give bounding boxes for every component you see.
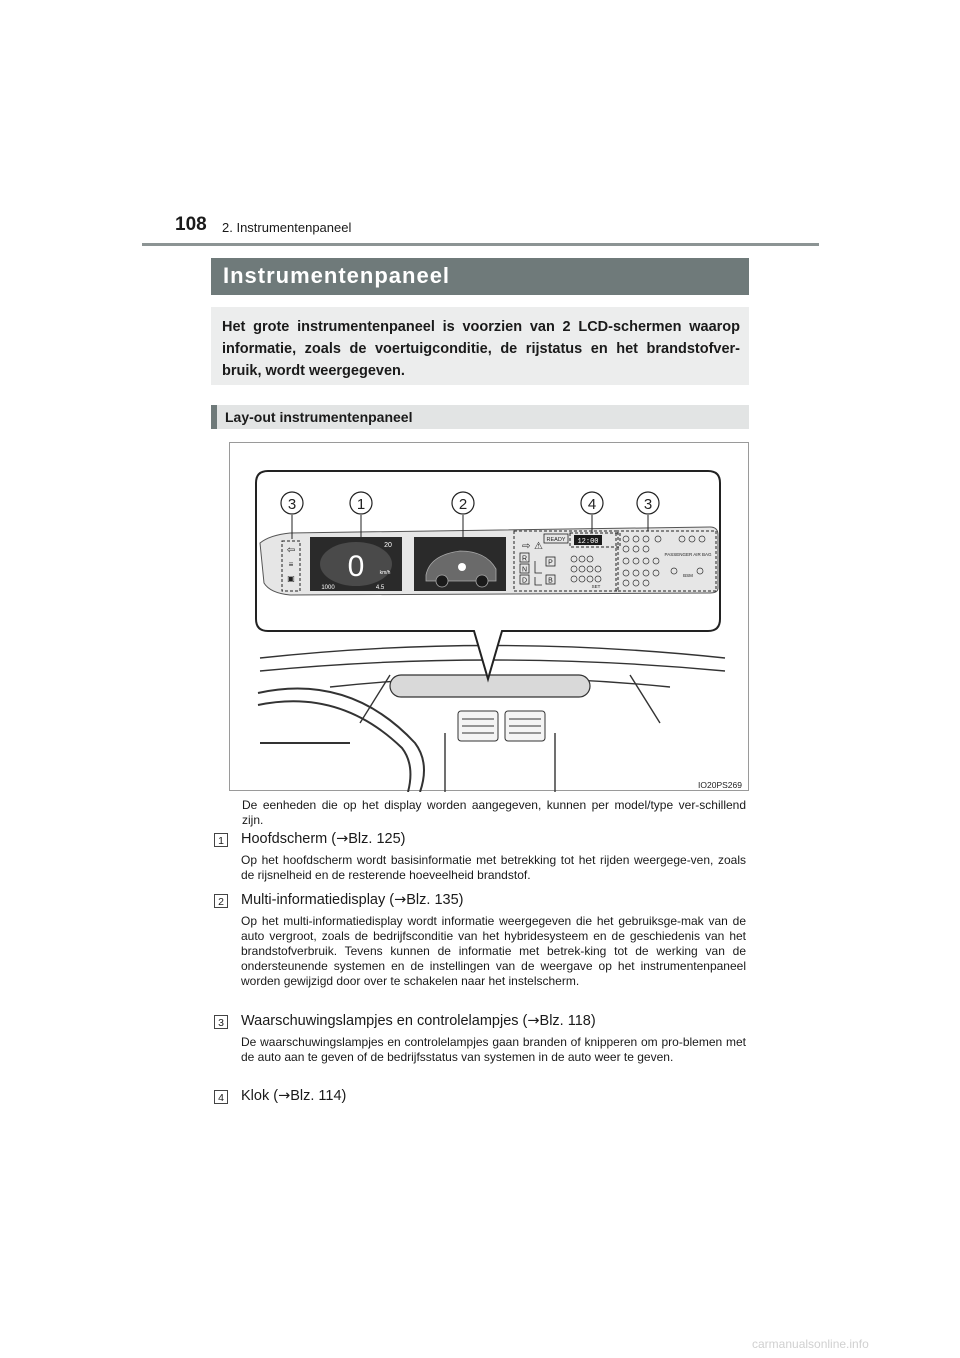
callout-1: 1 <box>356 496 366 513</box>
legend-heading: Hoofdscherm (→Blz. 125) <box>241 831 406 847</box>
legend-number: 2 <box>214 894 228 908</box>
section-title-bar <box>211 258 749 295</box>
subsection-title: Lay-out instrumentenpaneel <box>225 409 413 425</box>
headlight-icon: ≡ <box>288 560 294 569</box>
legend-heading: Multi-informatiedisplay (→Blz. 135) <box>241 892 464 908</box>
callout-3-left: 3 <box>287 496 297 513</box>
callout-3-right: 3 <box>643 496 653 513</box>
fuel-icon: ▣ <box>287 574 295 583</box>
gear-d-label: D <box>521 577 528 585</box>
clock-value: 12:00 <box>577 538 599 546</box>
arrow-icon: → <box>394 892 407 908</box>
legend-description: Op het multi-informatiedisplay wordt informatie weergegeven die het gebruiksge-mak van de auto vergroot, zoals de bedrijfsconditie van het hybridesysteem en de geschiedenis van het brandstofverbruik. Tevens kunnen de informatie met betrek-king tot de werking van de ondersteunende systemen en de instellingen van de weergave op het instrumentenpaneel worden gewijzigd door over te schakelen naar het instelscherm. <box>241 914 746 988</box>
range-value: 20 <box>384 542 392 549</box>
bsm-label: BSM <box>683 573 693 578</box>
gear-p-label: P <box>548 559 553 567</box>
section-title: Instrumentenpaneel <box>223 263 451 288</box>
legend-heading: Klok (→Blz. 114) <box>241 1088 347 1104</box>
legend-description: Op het hoofdscherm wordt basisinformatie met betrekking tot het rijden weergege-ven, zoals de rijsnelheid en de resterende hoeveelheid brandstof. <box>241 853 746 882</box>
air-vents <box>458 711 545 741</box>
units-note: De eenheden die op het display worden aangegeven, kunnen per model/type ver-schillend zijn. <box>242 798 746 827</box>
passenger-airbag-label: PASSENGER AIR BAG <box>664 552 712 557</box>
turn-signal-right-icon: ⇨ <box>522 541 531 552</box>
turn-signal-left-icon: ⇦ <box>286 545 296 556</box>
legend-number: 1 <box>214 833 228 847</box>
wheel-icon <box>476 575 488 587</box>
legend-heading: Waarschuwingslampjes en controlelampjes (→Blz. 118) <box>241 1013 596 1029</box>
instrument-housing <box>390 675 590 697</box>
gear-r-label: R <box>521 555 528 563</box>
subsection-title-bar <box>211 405 749 429</box>
legend-number: 3 <box>214 1015 228 1029</box>
steering-wheel <box>258 689 424 792</box>
intro-box <box>211 307 749 385</box>
callout-4: 4 <box>587 496 597 513</box>
fuel-economy-value: 4.5 <box>375 585 385 591</box>
callout-2: 2 <box>458 496 468 513</box>
speed-value: 0 <box>347 550 365 583</box>
arrow-icon: → <box>336 831 349 847</box>
arrow-icon: → <box>278 1088 291 1104</box>
header-rule <box>142 243 819 246</box>
arrow-icon: → <box>527 1013 540 1029</box>
speed-unit: km/h <box>379 570 391 576</box>
page-number: 108 <box>175 214 207 235</box>
legend-description: De waarschuwingslampjes en controlelampjes gaan branden of knipperen om pro-blemen met de auto aan te geven of de bedrijfsstatus van systemen in de auto weer te geven. <box>241 1035 746 1064</box>
master-warning-icon: ⚠ <box>534 541 543 552</box>
chapter-title: 2. Instrumentenpaneel <box>222 220 352 235</box>
odometer-value: 1000 <box>321 585 335 591</box>
energy-flow-icon <box>458 563 466 571</box>
intro-text: Het grote instrumentenpaneel is voorzien van 2 LCD-schermen waarop informatie, zoals de voertuigconditie, de rijstatus en het brandstofver-bruik, wordt weergegeven. <box>222 319 740 379</box>
gear-b-label: B <box>548 577 553 585</box>
gear-n-label: N <box>521 566 528 574</box>
instrument-panel-illustration <box>230 443 750 792</box>
wheel-icon <box>436 575 448 587</box>
image-code: IO20PS269 <box>698 780 742 790</box>
legend-number: 4 <box>214 1090 228 1104</box>
set-label: SET <box>591 584 601 589</box>
ready-label: READY <box>546 537 566 543</box>
instrument-panel-figure <box>229 442 749 791</box>
watermark: carmanualsonline.info <box>752 1337 869 1351</box>
